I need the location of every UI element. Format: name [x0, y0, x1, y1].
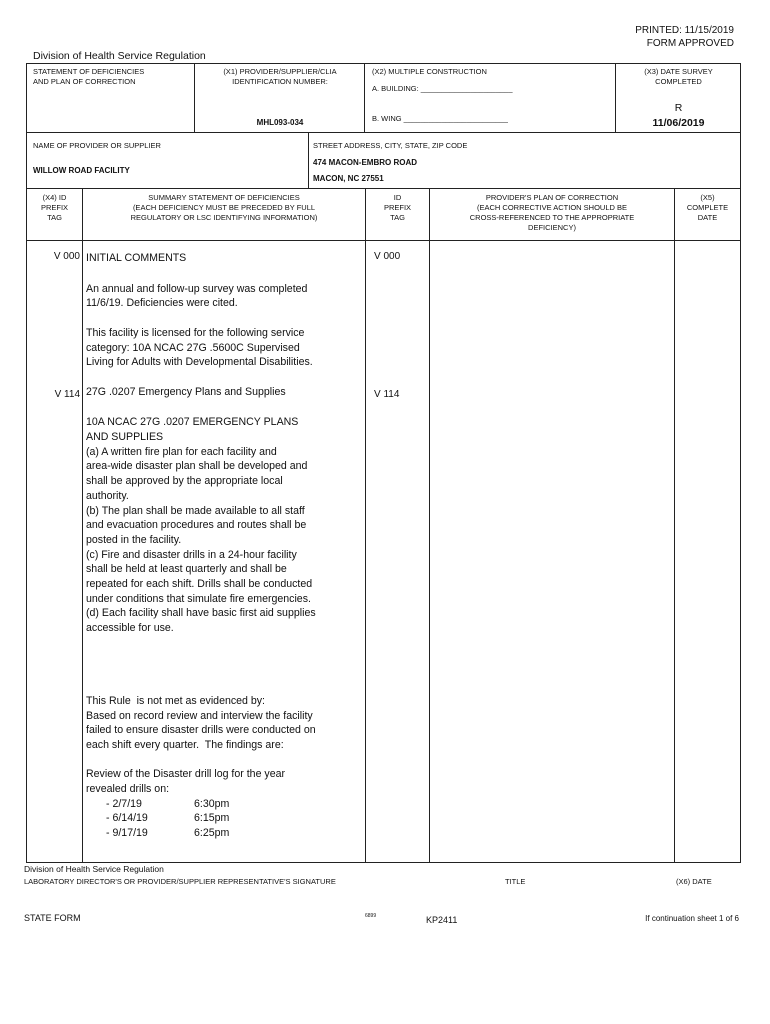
kp-code: KP2411: [426, 915, 458, 925]
v000-title: INITIAL COMMENTS: [86, 252, 187, 264]
v000-paragraph-2: This facility is licensed for the following service category: 10A NCAC 27G .5600C Supervised Living for Adults with Developmental Disabilities.: [86, 326, 313, 369]
v114-finding: This Rule is not met as evidenced by: Based on record review and interview the facility failed to ensure disaster drills were conducted on each shift every quarter. The findings are:: [86, 694, 316, 751]
wing-field: B. WING _________________________: [372, 114, 508, 123]
printed-date: PRINTED: 11/15/2019: [635, 25, 734, 36]
form-approved: FORM APPROVED: [646, 38, 734, 49]
statement-label: STATEMENT OF DEFICIENCIES AND PLAN OF CORRECTION: [33, 67, 145, 86]
drill-item: - 6/14/19 6:15pm: [106, 812, 230, 825]
x1-label: (X1) PROVIDER/SUPPLIER/CLIA IDENTIFICATION NUMBER:: [223, 67, 337, 86]
provider-name: WILLOW ROAD FACILITY: [33, 166, 130, 175]
address-line-1: 474 MACON-EMBRO ROAD: [313, 158, 418, 167]
print-info: [635, 24, 734, 50]
x1-identification-number: MHL093-034: [256, 118, 304, 127]
signature-label: LABORATORY DIRECTOR'S OR PROVIDER/SUPPLIER REPRESENTATIVE'S SIGNATURE: [24, 877, 336, 886]
x5-column-header: (X5) COMPLETE DATE: [686, 193, 729, 222]
v114-review: Review of the Disaster drill log for the year revealed drills on:: [86, 768, 286, 796]
x2-label: (X2) MULTIPLE CONSTRUCTION: [372, 67, 487, 76]
v000-prefix-tag: V 000: [53, 251, 80, 262]
id-column-header: ID PREFIX TAG: [383, 193, 412, 222]
agency-name: Division of Health Service Regulation: [33, 50, 206, 62]
provider-name-label: NAME OF PROVIDER OR SUPPLIER: [33, 141, 161, 150]
plan-column-header: PROVIDER'S PLAN OF CORRECTION (EACH CORRECTIVE ACTION SHOULD BE CROSS-REFERENCED TO THE APPROPRIATE DEFICIENCY): [469, 193, 635, 232]
x4-column-header: (X4) ID PREFIX TAG: [40, 193, 69, 222]
footer-agency: Division of Health Service Regulation: [24, 864, 164, 874]
drill-item: - 9/17/19 6:25pm: [106, 827, 230, 840]
v000-id-tag: V 000: [374, 251, 401, 262]
building-field: A. BUILDING: ______________________: [372, 84, 513, 93]
v114-title: 27G .0207 Emergency Plans and Supplies: [86, 385, 286, 398]
address-label: STREET ADDRESS, CITY, STATE, ZIP CODE: [313, 141, 468, 150]
continuation-sheet: If continuation sheet 1 of 6: [645, 914, 739, 923]
v114-prefix-tag: V 114: [54, 389, 80, 400]
address-line-2: MACON, NC 27551: [313, 174, 384, 183]
drill-item: - 2/7/19 6:30pm: [106, 797, 230, 810]
x3-survey-code: R: [674, 102, 683, 114]
x6-date-label: (X6) DATE: [676, 877, 712, 886]
state-form-label: STATE FORM: [24, 913, 81, 923]
v114-rule-text: 10A NCAC 27G .0207 EMERGENCY PLANS AND SUPPLIES (a) A written fire plan for each facility and area-wide disaster plan shall be developed and shall be approved by the appropriate local authority. (b) The plan shall be made available to all staff and evacuation procedures and routes shall be posted in the facility. (c) Fire and disaster drills in a 24-hour facility shall be held at least quarterly and shall be repeated for each shift. Drills shall be conducted under conditions that simulate fire emergencies. (d) Each facility shall have basic first aid supplies accessible for use.: [86, 416, 316, 635]
drill-list: [86, 797, 361, 841]
v114-id-tag: V 114: [374, 389, 400, 400]
summary-column-header: SUMMARY STATEMENT OF DEFICIENCIES (EACH DEFICIENCY MUST BE PRECEDED BY FULL REGULATORY OR LSC IDENTIFYING INFORMATION): [130, 193, 318, 222]
x3-survey-date: 11/06/2019: [652, 117, 705, 129]
v000-paragraph-1: An annual and follow-up survey was completed 11/6/19. Deficiencies were cited.: [86, 282, 308, 310]
title-label: TITLE: [505, 877, 526, 886]
summary-statement-body: [86, 251, 361, 841]
x3-label: (X3) DATE SURVEY COMPLETED: [644, 67, 713, 86]
form-code: 6899: [365, 913, 377, 919]
